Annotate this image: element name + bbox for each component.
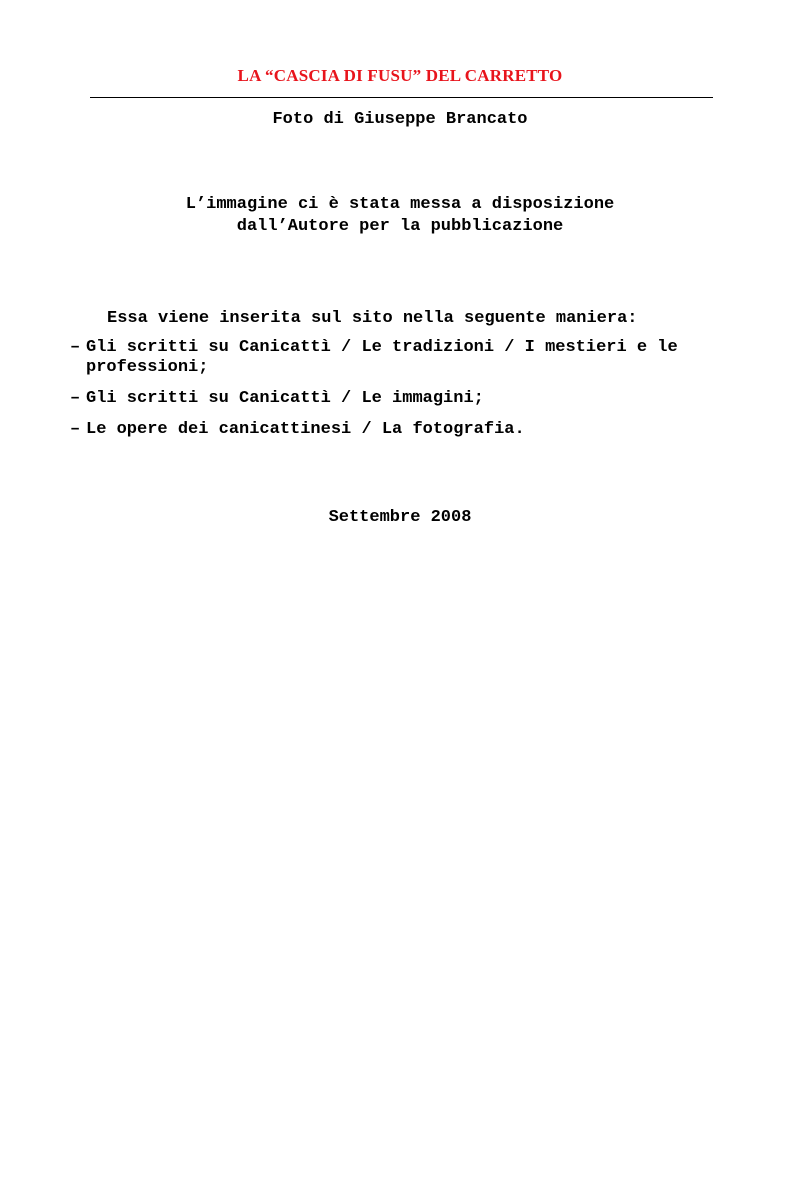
bullet-dash: – <box>70 420 81 439</box>
photo-credit: Foto di Giuseppe Brancato <box>272 110 528 129</box>
placement-list <box>70 338 770 451</box>
list-item <box>70 389 770 409</box>
bullet-dash: – <box>70 338 81 357</box>
list-item-text: Gli scritti su Canicattì / Le tradizioni / I mestieri e le professioni; <box>86 338 678 377</box>
bullet-dash: – <box>70 389 81 408</box>
list-item <box>70 338 770 378</box>
availability-note-line: L’immagine ci è stata messa a disposizione <box>185 195 615 214</box>
document-date: Settembre 2008 <box>328 508 472 527</box>
list-item <box>70 420 770 440</box>
list-item-text: Gli scritti su Canicattì / Le immagini; <box>86 389 484 408</box>
document-title: LA “CASCIA DI FUSU” DEL CARRETTO <box>237 66 563 85</box>
availability-note-line: dall’Autore per la pubblicazione <box>236 217 564 236</box>
list-item-text: Le opere dei canicattinesi / La fotografia. <box>86 420 525 439</box>
title-divider <box>90 97 713 98</box>
availability-note <box>0 194 800 238</box>
placement-intro: Essa viene inserita sul sito nella seguente maniera: <box>107 309 638 328</box>
